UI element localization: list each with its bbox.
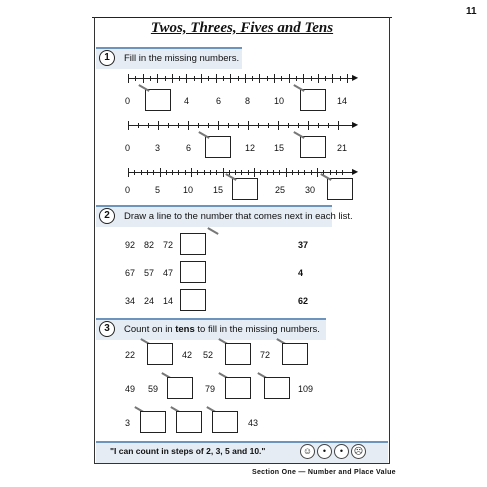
- q3-number: 3: [99, 321, 115, 337]
- nl1-number: 14: [337, 96, 348, 106]
- tick-mark: [230, 74, 231, 83]
- tick-mark: [318, 123, 319, 128]
- tick-mark: [178, 123, 179, 128]
- number-line-1: [128, 78, 356, 79]
- nl1-number: 4: [184, 96, 190, 106]
- page-number: 11: [466, 6, 477, 17]
- tick-mark: [304, 170, 305, 175]
- tick-mark: [245, 74, 246, 83]
- nl3-number: 15: [213, 185, 224, 195]
- q1-instruction: Fill in the missing numbers.: [124, 53, 240, 64]
- tick-mark: [289, 74, 290, 83]
- nl2-number: 6: [186, 143, 192, 153]
- nl3-number: 30: [305, 185, 316, 195]
- tick-mark: [135, 76, 136, 81]
- tick-mark: [298, 123, 299, 128]
- tick-mark: [128, 168, 129, 177]
- tick-mark: [165, 76, 166, 81]
- tick-mark: [311, 76, 312, 81]
- q2-option[interactable]: 4: [298, 268, 304, 278]
- tick-mark: [208, 76, 209, 81]
- section-title: Section One — Number and Place Value: [252, 469, 396, 476]
- q2-row-2-number: 47: [163, 268, 174, 278]
- tick-mark: [208, 123, 209, 128]
- tick-mark: [274, 74, 275, 83]
- tick-mark: [158, 121, 159, 130]
- tick-mark: [288, 123, 289, 128]
- self-assessment-faces: [300, 444, 366, 459]
- tick-mark: [138, 123, 139, 128]
- q2-answer-box-2[interactable]: [180, 261, 206, 283]
- tick-mark: [318, 74, 319, 83]
- nl2-answer-box-1[interactable]: [205, 136, 231, 158]
- q2-row-1-number: 82: [144, 240, 155, 250]
- tick-mark: [303, 74, 304, 83]
- tick-mark: [216, 170, 217, 175]
- tick-mark: [248, 121, 249, 130]
- q2-row-2-number: 67: [125, 268, 136, 278]
- tick-mark: [201, 74, 202, 83]
- q3-answer-box-6[interactable]: [264, 377, 290, 399]
- q3-row-3-number: 3: [125, 418, 131, 428]
- q1-number: 1: [99, 50, 115, 66]
- nl1-number: 6: [216, 96, 222, 106]
- page-title: Twos, Threes, Fives and Tens: [150, 20, 334, 36]
- nl2-answer-box-2[interactable]: [300, 136, 326, 158]
- pencil-icon: [138, 85, 150, 91]
- tick-mark: [194, 76, 195, 81]
- tick-mark: [223, 168, 224, 177]
- q3-row-2-number: 79: [205, 384, 216, 394]
- tick-mark: [342, 170, 343, 175]
- tick-mark: [228, 123, 229, 128]
- tick-mark: [241, 170, 242, 175]
- pencil-icon: [207, 228, 219, 234]
- tick-mark: [204, 170, 205, 175]
- tick-mark: [157, 74, 158, 83]
- tick-mark: [340, 76, 341, 81]
- nl3-answer-box-1[interactable]: [232, 178, 258, 200]
- q2-row-3-number: 14: [163, 296, 174, 306]
- q2-row-3-number: 34: [125, 296, 136, 306]
- tick-mark: [186, 74, 187, 83]
- tick-mark: [191, 168, 192, 177]
- tick-mark: [238, 123, 239, 128]
- tick-mark: [254, 168, 255, 177]
- tick-mark: [168, 123, 169, 128]
- tick-mark: [197, 170, 198, 175]
- q3-row-1-number: 52: [203, 350, 214, 360]
- tick-mark: [148, 123, 149, 128]
- tick-mark: [260, 170, 261, 175]
- tick-mark: [258, 123, 259, 128]
- tick-mark: [308, 121, 309, 130]
- tick-mark: [185, 170, 186, 175]
- tick-mark: [347, 74, 348, 83]
- q2-option[interactable]: 62: [298, 296, 309, 306]
- nl1-answer-box-2[interactable]: [300, 89, 326, 111]
- q3-row-1-number: 22: [125, 350, 136, 360]
- q3-answer-box-2[interactable]: [225, 343, 251, 365]
- tick-mark: [336, 170, 337, 175]
- tick-mark: [166, 170, 167, 175]
- tick-mark: [134, 170, 135, 175]
- q3-row-2-number: 59: [148, 384, 159, 394]
- tick-mark: [153, 170, 154, 175]
- q3-answer-box-5[interactable]: [225, 377, 251, 399]
- tick-mark: [278, 121, 279, 130]
- nl1-number: 8: [245, 96, 251, 106]
- nl1-number: 10: [274, 96, 285, 106]
- arrow-right-icon: ▶: [352, 167, 359, 176]
- number-line-2: [128, 125, 356, 126]
- tick-mark: [223, 76, 224, 81]
- tick-mark: [141, 170, 142, 175]
- tick-mark: [267, 76, 268, 81]
- q3-instruction: Count on in tens to fill in the missing numbers.: [124, 324, 320, 335]
- nl3-answer-box-2[interactable]: [327, 178, 353, 200]
- tick-mark: [268, 123, 269, 128]
- tick-mark: [143, 74, 144, 83]
- tick-mark: [338, 121, 339, 130]
- tick-mark: [328, 123, 329, 128]
- nl2-number: 3: [155, 143, 161, 153]
- tick-mark: [296, 76, 297, 81]
- nl3-number: 5: [155, 185, 161, 195]
- tick-mark: [286, 168, 287, 177]
- q2-number: 2: [99, 208, 115, 224]
- tick-mark: [188, 121, 189, 130]
- tick-mark: [179, 76, 180, 81]
- tick-mark: [317, 168, 318, 177]
- q3-answer-box-4[interactable]: [167, 377, 193, 399]
- happy-face-icon[interactable]: ☺: [300, 444, 315, 459]
- q2-row-1-number: 92: [125, 240, 136, 250]
- arrow-right-icon: ▶: [352, 120, 359, 129]
- nl3-number: 0: [125, 185, 131, 195]
- q3-row-3-number: 43: [248, 418, 259, 428]
- unsure-face-icon[interactable]: •: [334, 444, 349, 459]
- tick-mark: [252, 76, 253, 81]
- tick-mark: [128, 121, 129, 130]
- pencil-icon: [225, 174, 237, 180]
- q3-answer-box-9[interactable]: [212, 411, 238, 433]
- pencil-icon: [320, 174, 332, 180]
- sad-face-icon[interactable]: ☹: [351, 444, 366, 459]
- q2-answer-box-3[interactable]: [180, 289, 206, 311]
- q3-row-2-number: 49: [125, 384, 136, 394]
- nl2-number: 21: [337, 143, 348, 153]
- pencil-icon: [293, 132, 305, 138]
- tick-mark: [218, 121, 219, 130]
- nl2-number: 12: [245, 143, 256, 153]
- tick-mark: [210, 170, 211, 175]
- nl2-number: 0: [125, 143, 131, 153]
- tick-mark: [160, 168, 161, 177]
- self-assessment-statement: "I can count in steps of 2, 3, 5 and 10.": [110, 446, 266, 456]
- q2-option[interactable]: 37: [298, 240, 309, 250]
- tick-mark: [267, 170, 268, 175]
- tick-mark: [281, 76, 282, 81]
- tick-mark: [216, 74, 217, 83]
- q3-answer-box-1[interactable]: [147, 343, 173, 365]
- tick-mark: [172, 74, 173, 83]
- tick-mark: [248, 170, 249, 175]
- q3-row-2-number: 109: [298, 384, 314, 394]
- pencil-icon: [293, 85, 305, 91]
- q2-row-2-number: 57: [144, 268, 155, 278]
- q2-row-3-number: 24: [144, 296, 155, 306]
- nl3-number: 25: [275, 185, 286, 195]
- q2-row-1-number: 72: [163, 240, 174, 250]
- nl2-number: 15: [274, 143, 285, 153]
- tick-mark: [238, 76, 239, 81]
- tick-mark: [147, 170, 148, 175]
- tick-mark: [150, 76, 151, 81]
- tick-mark: [273, 170, 274, 175]
- tick-mark: [311, 170, 312, 175]
- nl1-number: 0: [125, 96, 131, 106]
- nl1-answer-box-1[interactable]: [145, 89, 171, 111]
- q3-row-1-number: 72: [260, 350, 271, 360]
- pencil-icon: [198, 132, 210, 138]
- tick-mark: [325, 76, 326, 81]
- q2-instruction: Draw a line to the number that comes next in each list.: [124, 211, 353, 222]
- tick-mark: [198, 123, 199, 128]
- q3-answer-box-3[interactable]: [282, 343, 308, 365]
- tick-mark: [178, 170, 179, 175]
- tick-mark: [292, 170, 293, 175]
- tick-mark: [279, 170, 280, 175]
- tick-mark: [172, 170, 173, 175]
- tick-mark: [128, 74, 129, 83]
- q3-answer-box-8[interactable]: [176, 411, 202, 433]
- q2-answer-box-1[interactable]: [180, 233, 206, 255]
- q3-row-1-number: 42: [182, 350, 193, 360]
- q3-answer-box-7[interactable]: [140, 411, 166, 433]
- nl3-number: 10: [183, 185, 194, 195]
- tick-mark: [259, 74, 260, 83]
- tick-mark: [332, 74, 333, 83]
- arrow-right-icon: ▶: [352, 73, 359, 82]
- tick-mark: [298, 170, 299, 175]
- neutral-face-icon[interactable]: •: [317, 444, 332, 459]
